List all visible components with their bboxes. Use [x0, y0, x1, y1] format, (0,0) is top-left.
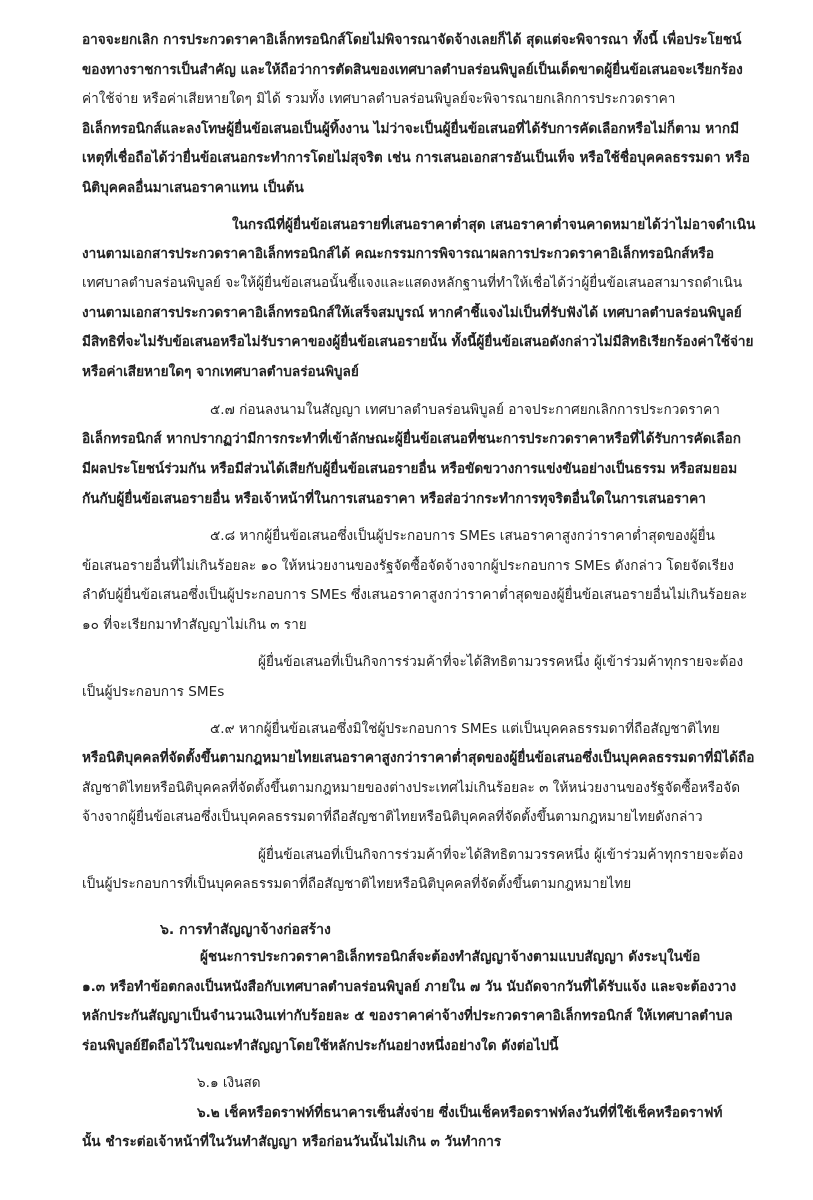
paragraph-line: จ้างจากผู้ยื่นข้อเสนอซึ่งเป็นบุคคลธรรมดาที่ถือสัญชาติไทยหรือนิติบุคคลที่จัดตั้งขึ้นตามกฎหมายไทยดังกล่าว — [82, 809, 703, 825]
clause-6-1: ๖.๑ เงินสด — [197, 1075, 261, 1091]
paragraph-line: ในกรณีที่ผู้ยื่นข้อเสนอรายที่เสนอราคาต่ำสุด เสนอราคาต่ำจนคาดหมายได้ว่าไม่อาจดำเนิน — [232, 217, 756, 233]
clause-5-9: ๕.๙ หากผู้ยื่นข้อเสนอซึ่งมิใช่ผู้ประกอบการ SMEs แต่เป็นบุคคลธรรมดาที่ถือสัญชาติไทย — [210, 721, 720, 737]
clause-5-8: ๕.๘ หากผู้ยื่นข้อเสนอซึ่งเป็นผู้ประกอบการ SMEs เสนอราคาสูงกว่าราคาต่ำสุดของผู้ยื่น — [210, 528, 715, 544]
paragraph-line: หรือนิติบุคคลที่จัดตั้งขึ้นตามกฎหมายไทยเสนอราคาสูงกว่าราคาต่ำสุดของผู้ยื่นข้อเสนอซึ่งเป็นบุคคลธรรมดาที่มิได้ถือ — [82, 750, 755, 766]
paragraph-line: อาจจะยกเลิก การประกวดราคาอิเล็กทรอนิกส์โดยไม่พิจารณาจัดจ้างเลยก็ได้ สุดแต่จะพิจารณา ทั้งนี้ เพื่อประโยชน์ — [82, 32, 742, 48]
paragraph-line: มีผลประโยชน์ร่วมกัน หรือมีส่วนได้เสียกับผู้ยื่นข้อเสนอรายอื่น หรือขัดขวางการแข่งขันอย่างเป็นธรรม หรือสมยอม — [82, 461, 738, 477]
paragraph-line: ผู้ชนะการประกวดราคาอิเล็กทรอนิกส์จะต้องทำสัญญาจ้างตามแบบสัญญา ดังระบุในข้อ — [200, 949, 701, 965]
paragraph-line: เทศบาลตำบลร่อนพิบูลย์ จะให้ผู้ยื่นข้อเสนอนั้นชี้แจงและแสดงหลักฐานที่ทำให้เชื่อได้ว่าผู้ยื่นข้อเสนอสามารถดำเนิน — [82, 275, 743, 291]
paragraph-line: หรือค่าเสียหายใดๆ จากเทศบาลตำบลร่อนพิบูลย์ — [82, 364, 359, 380]
paragraph-line: เหตุที่เชื่อถือได้ว่ายื่นข้อเสนอกระทำการโดยไม่สุจริต เช่น การเสนอเอกสารอันเป็นเท็จ หรือใช้ชื่อบุคคลธรรมดา หรือ — [82, 150, 750, 166]
clause-6-2: ๖.๒ เช็คหรือดราฟท์ที่ธนาคารเซ็นสั่งจ่าย ซึ่งเป็นเช็คหรือดราฟท์ลงวันที่ที่ใช้เช็คหรือดราฟท์ — [197, 1105, 723, 1121]
paragraph-line: หลักประกันสัญญาเป็นจำนวนเงินเท่ากับร้อยละ ๕ ของราคาค่าจ้างที่ประกวดราคาอิเล็กทรอนิกส์ ให้เทศบาลตำบล — [82, 1008, 733, 1024]
paragraph-line: อิเล็กทรอนิกส์ หากปรากฏว่ามีการกระทำที่เข้าลักษณะผู้ยื่นข้อเสนอที่ชนะการประกวดราคาหรือที่ได้รับการคัดเลือก — [82, 431, 741, 447]
paragraph-line: มีสิทธิที่จะไม่รับข้อเสนอหรือไม่รับราคาของผู้ยื่นข้อเสนอรายนั้น ทั้งนี้ผู้ยื่นข้อเสนอดังกล่าวไม่มีสิทธิเรียกร้องค่าใช้จ่าย — [82, 334, 754, 350]
paragraph-line: ข้อเสนอรายอื่นที่ไม่เกินร้อยละ ๑๐ ให้หน่วยงานของรัฐจัดซื้อจัดจ้างจากผู้ประกอบการ SMEs ดังกล่าว โดยจัดเรียง — [82, 558, 734, 574]
paragraph-line: อิเล็กทรอนิกส์และลงโทษผู้ยื่นข้อเสนอเป็นผู้ทิ้งงาน ไม่ว่าจะเป็นผู้ยื่นข้อเสนอที่ได้รับการคัดเลือกหรือไม่ก็ตาม หากมี — [82, 121, 740, 137]
paragraph-line: นั้น ชำระต่อเจ้าหน้าที่ในวันทำสัญญา หรือก่อนวันนั้นไม่เกิน ๓ วันทำการ — [82, 1134, 502, 1150]
paragraph-line: งานตามเอกสารประกวดราคาอิเล็กทรอนิกส์ให้เสร็จสมบูรณ์ หากคำชี้แจงไม่เป็นที่รับฟังได้ เทศบาลตำบลร่อนพิบูลย์ — [82, 305, 742, 321]
paragraph-line: ผู้ยื่นข้อเสนอที่เป็นกิจการร่วมค้าที่จะได้สิทธิตามวรรคหนึ่ง ผู้เข้าร่วมค้าทุกรายจะต้อง — [258, 847, 744, 863]
paragraph-line: ค่าใช้จ่าย หรือค่าเสียหายใดๆ มิได้ รวมทั้ง เทศบาลตำบลร่อนพิบูลย์จะพิจารณายกเลิกการประกวดราคา — [82, 91, 676, 107]
paragraph-line: เป็นผู้ประกอบการที่เป็นบุคคลธรรมดาที่ถือสัญชาติไทยหรือนิติบุคคลที่จัดตั้งขึ้นตามกฎหมายไทย — [82, 876, 632, 892]
paragraph-line: ๑.๓ หรือทำข้อตกลงเป็นหนังสือกับเทศบาลตำบลร่อนพิบูลย์ ภายใน ๗ วัน นับถัดจากวันที่ได้รับแจ้ง และจะต้องวาง — [82, 979, 737, 995]
paragraph-line: งานตามเอกสารประกวดราคาอิเล็กทรอนิกส์ได้ คณะกรรมการพิจารณาผลการประกวดราคาอิเล็กทรอนิกส์หรือ — [82, 246, 715, 262]
paragraph-line: ลำดับผู้ยื่นข้อเสนอซึ่งเป็นผู้ประกอบการ SMEs ซึ่งเสนอราคาสูงกว่าราคาต่ำสุดของผู้ยื่นข้อเสนอรายอื่นไม่เกินร้อยละ — [82, 587, 748, 603]
paragraph-line: กันกับผู้ยื่นข้อเสนอรายอื่น หรือเจ้าหน้าที่ในการเสนอราคา หรือส่อว่ากระทำการทุจริตอื่นใดในการเสนอราคา — [82, 491, 706, 507]
paragraph-line: ผู้ยื่นข้อเสนอที่เป็นกิจการร่วมค้าที่จะได้สิทธิตามวรรคหนึ่ง ผู้เข้าร่วมค้าทุกรายจะต้อง — [258, 654, 744, 670]
paragraph-line: ร่อนพิบูลย์ยึดถือไว้ในขณะทำสัญญาโดยใช้หลักประกันอย่างหนึ่งอย่างใด ดังต่อไปนี้ — [82, 1038, 559, 1054]
paragraph-line: ของทางราชการเป็นสำคัญ และให้ถือว่าการตัดสินของเทศบาลตำบลร่อนพิบูลย์เป็นเด็ดขาดผู้ยื่นข้อเสนอจะเรียกร้อง — [82, 62, 743, 78]
paragraph-line: เป็นผู้ประกอบการ SMEs — [82, 684, 225, 700]
paragraph-line: ๑๐ ที่จะเรียกมาทำสัญญาไม่เกิน ๓ ราย — [82, 617, 307, 633]
clause-5-7: ๕.๗ ก่อนลงนามในสัญญา เทศบาลตำบลร่อนพิบูลย์ อาจประกาศยกเลิกการประกวดราคา — [210, 402, 720, 418]
section-6-heading: ๖. การทำสัญญาจ้างก่อสร้าง — [160, 922, 331, 938]
paragraph-line: สัญชาติไทยหรือนิติบุคคลที่จัดตั้งขึ้นตามกฎหมายของต่างประเทศไม่เกินร้อยละ ๓ ให้หน่วยงานของรัฐจัดซื้อหรือจัด — [82, 780, 741, 796]
paragraph-line: นิติบุคคลอื่นมาเสนอราคาแทน เป็นต้น — [82, 180, 304, 196]
